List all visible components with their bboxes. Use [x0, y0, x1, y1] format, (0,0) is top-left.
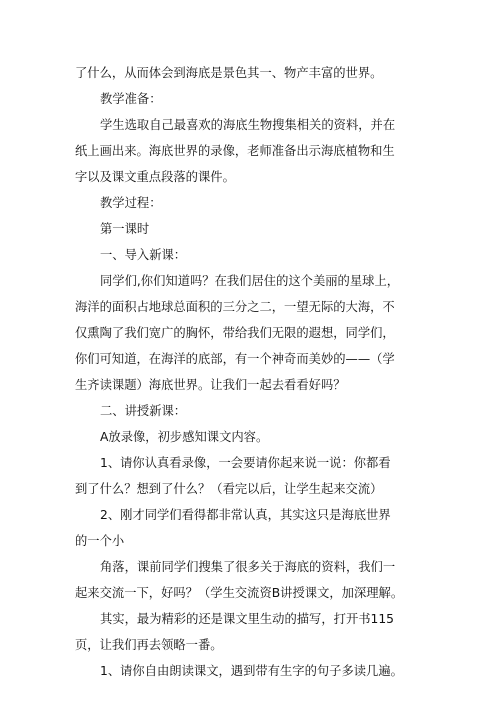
text-line: A放录像，初步感知课文内容。	[100, 430, 269, 444]
section-heading: 二、讲授新课：	[100, 404, 187, 418]
text-line: 仅熏陶了我们宽广的胸怀，带给我们无限的遐想，同学们，	[75, 326, 395, 340]
section-heading: 一、导入新课：	[100, 248, 187, 262]
text-line: 2、刚才同学们看得都非常认真，其实这只是海底世界	[100, 508, 391, 522]
text-line: 海洋的面积占地球总面积的三分之二，一望无际的大海，不	[75, 300, 395, 314]
text-line: 同学们,你们知道吗？在我们居住的这个美丽的星球上，	[100, 274, 400, 288]
text-line: 的一个小	[75, 534, 125, 548]
text-line: 1、请你认真看录像，一会要请你起来说一说：你都看	[100, 456, 391, 470]
text-line: 学生选取自己最喜欢的海底生物搜集相关的资料，并在	[100, 118, 396, 132]
text-line: 纸上画出来。海底世界的录像，老师准备出示海底植物和生	[75, 144, 395, 158]
lesson-heading: 第一课时	[100, 222, 150, 236]
text-line: 到了什么？想到了什么？（看完以后，让学生起来交流）	[75, 482, 383, 496]
text-line: 1、请你自由朗读课文，遇到带有生字的句子多读几遍。	[100, 664, 403, 678]
text-line: 起来交流一下，好吗？（学生交流资B讲授课文，加深理解。	[75, 586, 404, 600]
text-line: 了什么，从而体会到海底是景色其一、物产丰富的世界。	[75, 66, 383, 80]
section-heading: 教学准备：	[100, 92, 162, 106]
text-line: 你们可知道，在海洋的底部，有一个神奇而美妙的——（学	[75, 352, 395, 366]
text-line: 页，让我们再去领略一番。	[75, 638, 223, 652]
text-line: 字以及课文重点段落的课件。	[75, 170, 235, 184]
document-body	[75, 66, 433, 689]
text-line: 其实，最为精彩的还是课文里生动的描写，打开书115	[100, 612, 395, 626]
text-line: 生齐读课题）海底世界。让我们一起去看看好吗？	[75, 378, 346, 392]
section-heading: 教学过程：	[100, 196, 162, 210]
text-line: 角落，课前同学们搜集了很多关于海底的资料，我们一	[100, 560, 396, 574]
